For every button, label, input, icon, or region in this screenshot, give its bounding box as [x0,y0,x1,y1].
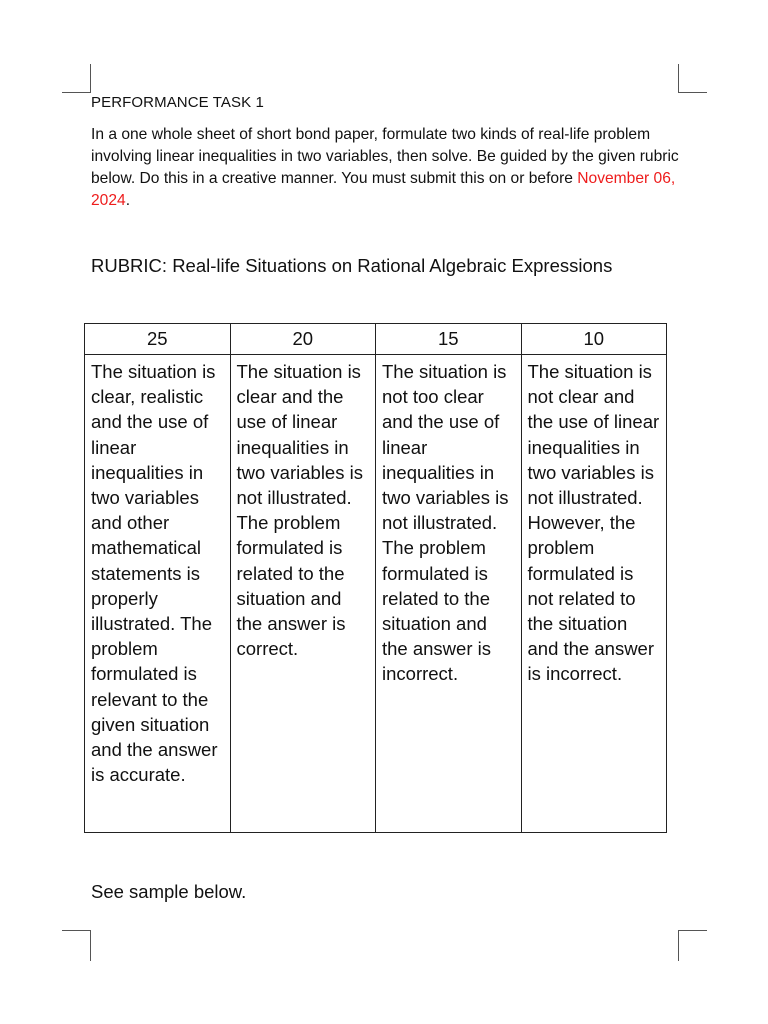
footer-note: See sample below. [91,881,247,902]
criteria-cell-20: The situation is clear and the use of linear inequalities in two variables is not illustrated. The problem formulated is related to the situation and the answer is correct. [230,355,376,833]
score-header-15: 15 [376,324,522,355]
rubric-criteria-row [85,355,667,833]
score-header-10: 10 [521,324,667,355]
crop-mark-top-left [62,64,91,93]
instructions-end: . [125,192,131,209]
instructions-paragraph [91,124,681,212]
rubric-table [84,323,667,833]
crop-mark-bottom-left [62,930,91,961]
score-header-25: 25 [85,324,231,355]
rubric-title: RUBRIC: Real-life Situations on Rational Algebraic Expressions [91,255,613,276]
criteria-cell-25: The situation is clear, realistic and the use of linear inequalities in two variables and other mathematical statements is properly illustrated. The problem formulated is relevant to the given situation and the answer is accurate. [85,355,231,833]
deadline-date: November 06, 2024 [91,170,676,209]
crop-mark-top-right [678,64,707,93]
score-header-20: 20 [230,324,376,355]
rubric-header-row [85,324,667,355]
crop-mark-bottom-right [678,930,707,961]
instructions-text: In a one whole sheet of short bond paper, formulate two kinds of real-life problem involving linear inequalities in two variables, then solve. Be guided by the given rubric below. Do this in a creative manner. You must submit this on or before [91,126,679,187]
criteria-cell-15: The situation is not too clear and the use of linear inequalities in two variables is not illustrated. The problem formulated is related to the situation and the answer is incorrect. [376,355,522,833]
criteria-cell-10: The situation is not clear and the use of linear inequalities in two variables is not illustrated. However, the problem formulated is not related to the situation and the answer is incorrect. [521,355,667,833]
task-title: PERFORMANCE TASK 1 [91,94,264,111]
